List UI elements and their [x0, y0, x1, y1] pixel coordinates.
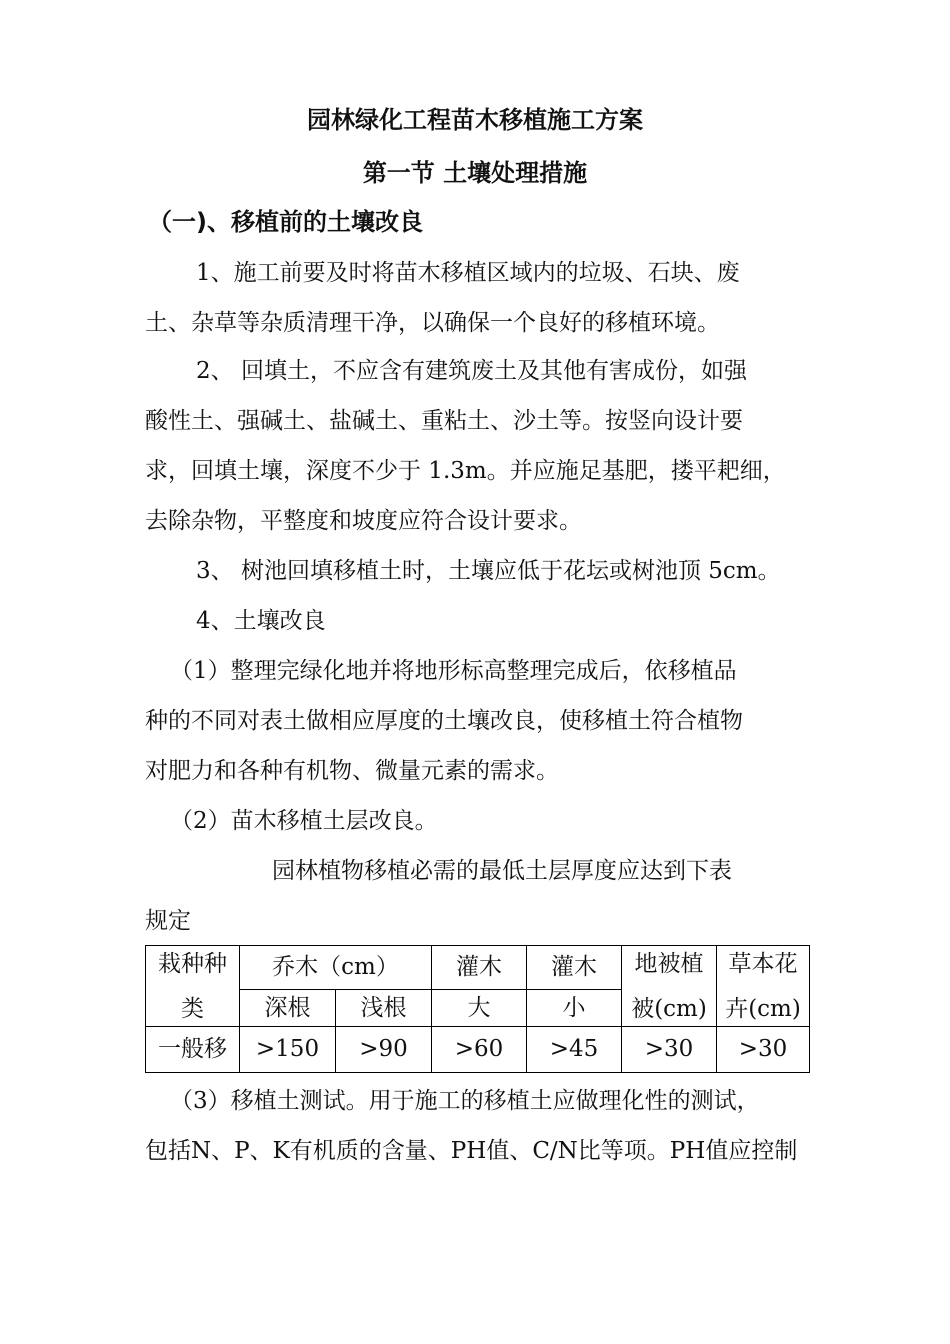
body-line: 1、施工前要及时将苗木移植区域内的垃圾、石块、废 — [196, 260, 740, 286]
body-line: （2）苗木移植土层改良。 — [170, 808, 438, 834]
table-cell: >30 — [622, 1027, 717, 1073]
header-shallow-root: 浅根 — [336, 990, 432, 1027]
header-shrub-small-top: 灌木 — [527, 946, 622, 990]
header-tree: 乔木（cm） — [240, 946, 432, 990]
header-shrub-large-top: 灌木 — [432, 946, 527, 990]
body-line: 4、土壤改良 — [196, 608, 326, 634]
body-line: 土、杂草等杂质清理干净，以确保一个良好的移植环境。 — [145, 310, 720, 336]
header-plant-type: 栽种种 类 — [146, 946, 240, 1027]
header-shrub-small: 小 — [527, 990, 622, 1027]
table-cell: >45 — [527, 1027, 622, 1073]
header-ground-cover: 地被植 被(cm) — [622, 946, 717, 1027]
body-line: 酸性土、强碱土、盐碱土、重粘土、沙土等。按竖向设计要 — [145, 408, 743, 434]
body-line: 求，回填土壤，深度不少于 1.3m。并应施足基肥，搂平耙细， — [145, 458, 786, 484]
table-cell: 一般移 — [146, 1027, 240, 1073]
soil-depth-table — [145, 945, 810, 1073]
header-herbaceous-flowers: 草本花 卉(cm) — [717, 946, 810, 1027]
body-line: 种的不同对表土做相应厚度的土壤改良，使移植土符合植物 — [145, 708, 743, 734]
body-line: 3、 树池回填移植土时，土壤应低于花坛或树池顶 5cm。 — [196, 558, 781, 584]
header-deep-root: 深根 — [240, 990, 336, 1027]
body-line: 包括N、P、K有机质的含量、PH值、C/N比等项。PH值应控制 — [145, 1138, 798, 1164]
section-heading: 第一节 土壤处理措施 — [362, 159, 588, 187]
table-cell: >30 — [717, 1027, 810, 1073]
body-line: 对肥力和各种有机物、微量元素的需求。 — [145, 758, 559, 784]
body-line: 2、 回填土，不应含有建筑废土及其他有害成份，如强 — [196, 358, 747, 384]
header-shrub-large: 大 — [432, 990, 527, 1027]
body-line: 去除杂物，平整度和坡度应符合设计要求。 — [145, 508, 582, 534]
table-cell: >90 — [336, 1027, 432, 1073]
body-line: （1）整理完绿化地并将地形标高整理完成后，依移植品 — [170, 658, 737, 684]
table-cell: >60 — [432, 1027, 527, 1073]
subsection-heading: （一)、移植前的土壤改良 — [148, 208, 423, 236]
body-line: （3）移植土测试。用于施工的移植土应做理化性的测试， — [170, 1088, 760, 1114]
table-caption: 园林植物移植必需的最低土层厚度应达到下表 — [272, 858, 732, 884]
table-caption-continued: 规定 — [145, 908, 191, 934]
document-title: 园林绿化工程苗木移植施工方案 — [307, 106, 643, 134]
table-cell: >150 — [240, 1027, 336, 1073]
table-row — [146, 1027, 810, 1073]
